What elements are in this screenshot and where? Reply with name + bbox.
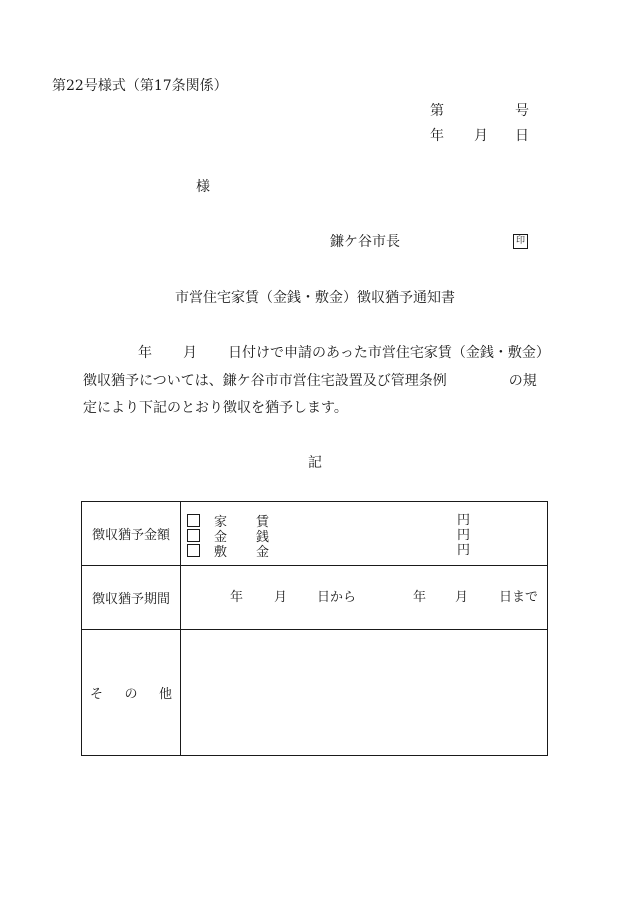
body-line-1-text: 日付けで申請のあった市営住宅家賃（金銭・敷金） [228, 345, 550, 361]
rent-checkbox[interactable] [187, 514, 200, 527]
details-table [81, 501, 548, 756]
period-cell [181, 566, 548, 630]
other-cell[interactable] [181, 630, 548, 756]
body-line-3: 定により下記のとおり徴収を猶予します。 [83, 400, 348, 416]
document-number-label: 第 [430, 103, 444, 119]
money-checkbox[interactable] [187, 529, 200, 542]
document-title: 市営住宅家賃（金銭・敷金）徴収猶予通知書 [175, 290, 455, 306]
yen-label: 円 [457, 543, 471, 558]
deposit-item: 敷 金 円 [187, 544, 269, 559]
period-until-year: 年 [413, 590, 427, 605]
yen-label: 円 [457, 528, 471, 543]
amount-cell [181, 502, 548, 566]
date-year-label: 年 [430, 128, 444, 144]
body-line-2 [83, 374, 537, 388]
period-from-day: 日から [317, 590, 357, 605]
seal-icon: 印 [513, 234, 528, 249]
body-month: 月 [183, 345, 197, 361]
amount-label: 徴収猶予金額 [82, 502, 181, 566]
body-line-2-text: 徴収猶予については、鎌ケ谷市市営住宅設置及び管理条例 [83, 373, 447, 389]
yen-label: 円 [457, 513, 471, 528]
deposit-checkbox[interactable] [187, 544, 200, 557]
body-year: 年 [138, 345, 152, 361]
table-row [82, 502, 548, 566]
rent-item: 家 賃 円 [187, 514, 269, 529]
period-from-year: 年 [230, 590, 244, 605]
period-until-month: 月 [455, 590, 469, 605]
table-row [82, 566, 548, 630]
addressee-honorific: 様 [196, 179, 210, 195]
body-line-1 [138, 346, 550, 360]
period-label: 徴収猶予期間 [82, 566, 181, 630]
other-label: そ の 他 [82, 630, 181, 756]
table-row [82, 630, 548, 756]
body-line-2-end: の規 [508, 373, 537, 389]
date-month-label: 月 [474, 128, 488, 144]
document-number-suffix: 号 [515, 103, 529, 119]
issuer-name: 鎌ケ谷市長 [330, 234, 400, 250]
form-number: 第22号様式（第17条関係） [52, 78, 228, 94]
period-until-day: 日まで [499, 590, 539, 605]
date-day-label: 日 [515, 128, 529, 144]
period-from-month: 月 [274, 590, 288, 605]
ki-heading: 記 [308, 455, 322, 471]
money-item: 金 銭 円 [187, 529, 269, 544]
